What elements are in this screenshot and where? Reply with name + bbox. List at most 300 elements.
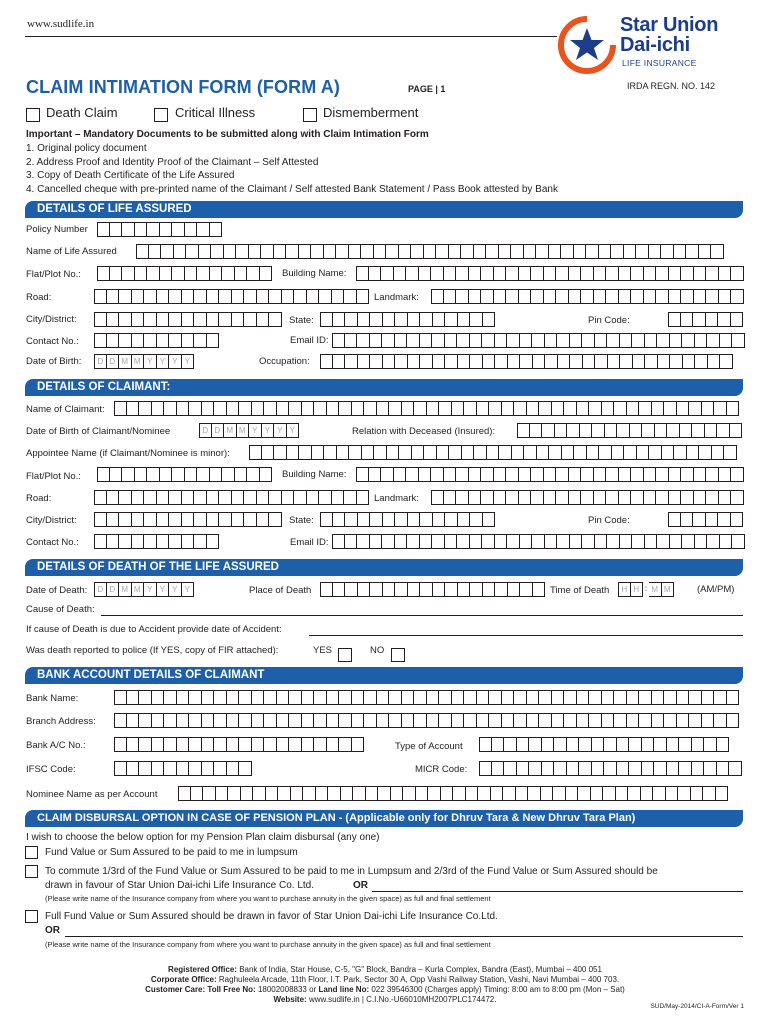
box-cell[interactable]	[370, 312, 383, 327]
box-cell[interactable]	[624, 445, 637, 460]
box-cell[interactable]	[606, 490, 619, 505]
box-cell[interactable]	[706, 467, 719, 482]
box-cell[interactable]	[157, 289, 170, 304]
box-cell[interactable]	[644, 467, 657, 482]
box-cell[interactable]	[614, 690, 627, 705]
box-cell[interactable]	[164, 690, 177, 705]
box-cell[interactable]: D	[107, 582, 120, 597]
box-cell[interactable]	[682, 333, 695, 348]
box-cell[interactable]	[624, 244, 637, 259]
appointee-field[interactable]	[249, 445, 737, 460]
box-cell[interactable]	[339, 737, 352, 752]
box-cell[interactable]	[691, 786, 704, 801]
box-cell[interactable]	[370, 534, 383, 549]
box-cell[interactable]	[645, 333, 658, 348]
box-cell[interactable]	[164, 401, 177, 416]
box-cell[interactable]	[481, 266, 494, 281]
box-cell[interactable]	[707, 333, 720, 348]
box-cell[interactable]	[587, 445, 600, 460]
box-cell[interactable]	[370, 512, 383, 527]
box-cell[interactable]	[729, 761, 742, 776]
box-cell[interactable]: M	[132, 582, 145, 597]
box-cell[interactable]	[445, 354, 458, 369]
box-cell[interactable]	[589, 690, 602, 705]
box-cell[interactable]	[420, 512, 433, 527]
box-cell[interactable]	[686, 244, 699, 259]
box-cell[interactable]	[227, 690, 240, 705]
box-cell[interactable]	[470, 582, 483, 597]
box-cell[interactable]	[693, 312, 706, 327]
box-cell[interactable]	[110, 266, 123, 281]
dismemberment-checkbox[interactable]	[303, 108, 317, 122]
box-cell[interactable]	[544, 266, 557, 281]
box-cell[interactable]	[486, 244, 499, 259]
box-cell[interactable]	[602, 713, 615, 728]
box-cell[interactable]	[119, 534, 132, 549]
box-cell[interactable]	[257, 490, 270, 505]
box-cell[interactable]	[172, 222, 185, 237]
box-cell[interactable]	[337, 445, 350, 460]
box-cell[interactable]	[456, 289, 469, 304]
box-cell[interactable]	[554, 737, 567, 752]
box-cell[interactable]	[427, 713, 440, 728]
box-cell[interactable]	[516, 786, 529, 801]
box-cell[interactable]	[264, 690, 277, 705]
box-cell[interactable]	[433, 582, 446, 597]
box-cell[interactable]	[695, 333, 708, 348]
box-cell[interactable]	[185, 222, 198, 237]
box-cell[interactable]	[339, 713, 352, 728]
box-cell[interactable]	[719, 467, 732, 482]
box-cell[interactable]	[394, 467, 407, 482]
box-cell[interactable]: Y	[249, 423, 262, 438]
box-cell[interactable]	[247, 266, 260, 281]
box-cell[interactable]	[94, 333, 107, 348]
box-cell[interactable]	[239, 690, 252, 705]
box-cell[interactable]	[519, 490, 532, 505]
box-cell[interactable]	[528, 786, 541, 801]
box-cell[interactable]	[431, 467, 444, 482]
box-cell[interactable]	[639, 401, 652, 416]
box-cell[interactable]	[227, 401, 240, 416]
box-cell[interactable]	[594, 266, 607, 281]
box-cell[interactable]	[189, 690, 202, 705]
box-cell[interactable]	[589, 401, 602, 416]
box-cell[interactable]	[144, 333, 157, 348]
box-cell[interactable]	[439, 690, 452, 705]
bank-name-field[interactable]	[114, 690, 739, 705]
box-cell[interactable]	[642, 761, 655, 776]
box-cell[interactable]	[449, 445, 462, 460]
box-cell[interactable]	[278, 786, 291, 801]
box-cell[interactable]	[260, 266, 273, 281]
la-building-field[interactable]	[356, 266, 744, 281]
box-cell[interactable]	[645, 534, 658, 549]
box-cell[interactable]	[177, 761, 190, 776]
box-cell[interactable]	[94, 490, 107, 505]
box-cell[interactable]	[695, 354, 708, 369]
nominee-account-field[interactable]	[178, 786, 728, 801]
box-cell[interactable]	[160, 222, 173, 237]
box-cell[interactable]	[594, 467, 607, 482]
box-cell[interactable]	[582, 534, 595, 549]
box-cell[interactable]	[299, 445, 312, 460]
box-cell[interactable]	[595, 333, 608, 348]
box-cell[interactable]	[670, 354, 683, 369]
box-cell[interactable]	[652, 713, 665, 728]
box-cell[interactable]	[260, 467, 273, 482]
box-cell[interactable]	[732, 534, 745, 549]
box-cell[interactable]	[244, 289, 257, 304]
box-cell[interactable]	[424, 244, 437, 259]
box-cell[interactable]	[606, 289, 619, 304]
box-cell[interactable]	[656, 266, 669, 281]
box-cell[interactable]	[632, 534, 645, 549]
box-cell[interactable]	[579, 761, 592, 776]
box-cell[interactable]	[692, 761, 705, 776]
box-cell[interactable]	[592, 761, 605, 776]
box-cell[interactable]	[214, 690, 227, 705]
box-cell[interactable]	[132, 512, 145, 527]
cl-flat-field[interactable]	[97, 467, 272, 482]
box-cell[interactable]: Y	[169, 354, 182, 369]
box-cell[interactable]	[445, 582, 458, 597]
box-cell[interactable]	[508, 582, 521, 597]
box-cell[interactable]	[644, 490, 657, 505]
box-cell[interactable]	[644, 289, 657, 304]
box-cell[interactable]	[714, 401, 727, 416]
box-cell[interactable]: M	[649, 582, 662, 597]
box-cell[interactable]: Y	[182, 354, 195, 369]
box-cell[interactable]	[679, 737, 692, 752]
police-yes-checkbox[interactable]	[338, 648, 352, 662]
box-cell[interactable]	[717, 423, 730, 438]
box-cell[interactable]	[139, 690, 152, 705]
box-cell[interactable]	[172, 467, 185, 482]
box-cell[interactable]: Y	[169, 582, 182, 597]
box-cell[interactable]	[387, 445, 400, 460]
box-cell[interactable]	[169, 534, 182, 549]
box-cell[interactable]: Y	[157, 354, 170, 369]
box-cell[interactable]	[552, 401, 565, 416]
box-cell[interactable]	[544, 289, 557, 304]
la-pin-field[interactable]	[668, 312, 743, 327]
box-cell[interactable]	[711, 244, 724, 259]
box-cell[interactable]: D	[94, 582, 107, 597]
box-cell[interactable]	[247, 467, 260, 482]
box-cell[interactable]	[412, 445, 425, 460]
box-cell[interactable]	[419, 467, 432, 482]
box-cell[interactable]	[620, 333, 633, 348]
box-cell[interactable]	[631, 490, 644, 505]
box-cell[interactable]	[482, 333, 495, 348]
box-cell[interactable]	[169, 333, 182, 348]
box-cell[interactable]	[307, 289, 320, 304]
box-cell[interactable]	[266, 786, 279, 801]
box-cell[interactable]	[481, 289, 494, 304]
box-cell[interactable]	[489, 401, 502, 416]
box-cell[interactable]	[333, 582, 346, 597]
box-cell[interactable]	[289, 737, 302, 752]
box-cell[interactable]	[357, 333, 370, 348]
box-cell[interactable]	[530, 423, 543, 438]
box-cell[interactable]: M	[224, 423, 237, 438]
box-cell[interactable]	[581, 289, 594, 304]
box-cell[interactable]	[664, 401, 677, 416]
box-cell[interactable]	[677, 713, 690, 728]
box-cell[interactable]	[332, 289, 345, 304]
box-cell[interactable]	[114, 713, 127, 728]
box-cell[interactable]	[707, 534, 720, 549]
box-cell[interactable]	[604, 737, 617, 752]
box-cell[interactable]	[441, 786, 454, 801]
box-cell[interactable]	[719, 289, 732, 304]
box-cell[interactable]	[570, 354, 583, 369]
box-cell[interactable]	[620, 354, 633, 369]
box-cell[interactable]	[431, 266, 444, 281]
box-cell[interactable]	[424, 445, 437, 460]
box-cell[interactable]	[144, 490, 157, 505]
box-cell[interactable]	[408, 354, 421, 369]
box-cell[interactable]	[214, 737, 227, 752]
box-cell[interactable]	[394, 266, 407, 281]
box-cell[interactable]	[302, 690, 315, 705]
box-cell[interactable]	[706, 289, 719, 304]
box-cell[interactable]	[504, 761, 517, 776]
box-cell[interactable]	[327, 737, 340, 752]
box-cell[interactable]	[139, 761, 152, 776]
box-cell[interactable]	[333, 354, 346, 369]
box-cell[interactable]	[364, 401, 377, 416]
box-cell[interactable]	[632, 333, 645, 348]
box-cell[interactable]: M	[132, 354, 145, 369]
box-cell[interactable]	[464, 690, 477, 705]
box-cell[interactable]	[433, 312, 446, 327]
box-cell[interactable]	[694, 467, 707, 482]
box-cell[interactable]: Y	[287, 423, 300, 438]
box-cell[interactable]	[210, 266, 223, 281]
box-cell[interactable]	[652, 401, 665, 416]
box-cell[interactable]	[730, 423, 743, 438]
box-cell[interactable]	[581, 467, 594, 482]
box-cell[interactable]	[514, 713, 527, 728]
box-cell[interactable]	[257, 512, 270, 527]
box-cell[interactable]	[420, 312, 433, 327]
box-cell[interactable]	[164, 713, 177, 728]
box-cell[interactable]	[439, 713, 452, 728]
box-cell[interactable]	[519, 289, 532, 304]
box-cell[interactable]	[291, 786, 304, 801]
box-cell[interactable]	[458, 354, 471, 369]
box-cell[interactable]	[349, 244, 362, 259]
box-cell[interactable]	[716, 786, 729, 801]
box-cell[interactable]	[374, 244, 387, 259]
box-cell[interactable]	[470, 333, 483, 348]
box-cell[interactable]	[222, 266, 235, 281]
box-cell[interactable]	[122, 467, 135, 482]
box-cell[interactable]	[712, 445, 725, 460]
box-cell[interactable]	[508, 354, 521, 369]
box-cell[interactable]	[617, 761, 630, 776]
box-cell[interactable]	[361, 244, 374, 259]
box-cell[interactable]	[452, 713, 465, 728]
box-cell[interactable]	[239, 401, 252, 416]
box-cell[interactable]	[444, 266, 457, 281]
box-cell[interactable]	[511, 244, 524, 259]
box-cell[interactable]	[545, 354, 558, 369]
box-cell[interactable]	[227, 713, 240, 728]
box-cell[interactable]	[499, 445, 512, 460]
box-cell[interactable]	[502, 401, 515, 416]
box-cell[interactable]: M	[662, 582, 675, 597]
box-cell[interactable]	[177, 401, 190, 416]
box-cell[interactable]	[579, 737, 592, 752]
box-cell[interactable]	[414, 401, 427, 416]
box-cell[interactable]	[399, 244, 412, 259]
box-cell[interactable]	[370, 354, 383, 369]
box-cell[interactable]	[457, 333, 470, 348]
box-cell[interactable]	[314, 737, 327, 752]
box-cell[interactable]	[127, 761, 140, 776]
box-cell[interactable]	[144, 289, 157, 304]
box-cell[interactable]	[395, 333, 408, 348]
box-cell[interactable]	[703, 786, 716, 801]
box-cell[interactable]	[456, 490, 469, 505]
box-cell[interactable]	[132, 333, 145, 348]
box-cell[interactable]	[428, 786, 441, 801]
box-cell[interactable]	[457, 534, 470, 549]
box-cell[interactable]	[119, 490, 132, 505]
box-cell[interactable]	[152, 737, 165, 752]
box-cell[interactable]	[307, 490, 320, 505]
box-cell[interactable]	[389, 401, 402, 416]
box-cell[interactable]	[545, 534, 558, 549]
box-cell[interactable]	[320, 312, 333, 327]
death-date-field[interactable]	[94, 582, 194, 597]
box-cell[interactable]	[172, 266, 185, 281]
box-cell[interactable]	[453, 786, 466, 801]
accident-date-line[interactable]	[309, 635, 743, 636]
box-cell[interactable]	[339, 690, 352, 705]
box-cell[interactable]	[477, 401, 490, 416]
box-cell[interactable]	[364, 713, 377, 728]
box-cell[interactable]	[224, 244, 237, 259]
box-cell[interactable]	[552, 690, 565, 705]
box-cell[interactable]	[652, 690, 665, 705]
box-cell[interactable]	[699, 445, 712, 460]
box-cell[interactable]	[135, 266, 148, 281]
box-cell[interactable]: M	[119, 582, 132, 597]
box-cell[interactable]	[670, 333, 683, 348]
box-cell[interactable]	[219, 512, 232, 527]
box-cell[interactable]	[491, 786, 504, 801]
box-cell[interactable]	[512, 445, 525, 460]
box-cell[interactable]	[469, 289, 482, 304]
box-cell[interactable]	[344, 289, 357, 304]
box-cell[interactable]	[612, 445, 625, 460]
box-cell[interactable]	[202, 401, 215, 416]
pension-option3-checkbox[interactable]	[25, 910, 38, 923]
box-cell[interactable]	[514, 401, 527, 416]
box-cell[interactable]	[719, 490, 732, 505]
box-cell[interactable]	[506, 467, 519, 482]
box-cell[interactable]	[449, 244, 462, 259]
box-cell[interactable]	[669, 266, 682, 281]
box-cell[interactable]	[607, 534, 620, 549]
box-cell[interactable]: Y	[157, 582, 170, 597]
box-cell[interactable]	[692, 423, 705, 438]
box-cell[interactable]	[689, 401, 702, 416]
box-cell[interactable]	[541, 786, 554, 801]
box-cell[interactable]	[328, 786, 341, 801]
box-cell[interactable]	[382, 333, 395, 348]
box-cell[interactable]	[667, 737, 680, 752]
box-cell[interactable]	[261, 244, 274, 259]
box-cell[interactable]	[445, 534, 458, 549]
box-cell[interactable]	[507, 534, 520, 549]
box-cell[interactable]	[244, 490, 257, 505]
box-cell[interactable]: M	[237, 423, 250, 438]
box-cell[interactable]	[542, 737, 555, 752]
box-cell[interactable]	[569, 289, 582, 304]
box-cell[interactable]: D	[199, 423, 212, 438]
box-cell[interactable]	[152, 761, 165, 776]
box-cell[interactable]	[494, 490, 507, 505]
box-cell[interactable]	[714, 690, 727, 705]
box-cell[interactable]	[139, 401, 152, 416]
box-cell[interactable]	[569, 467, 582, 482]
box-cell[interactable]	[444, 467, 457, 482]
box-cell[interactable]	[332, 534, 345, 549]
box-cell[interactable]	[264, 713, 277, 728]
box-cell[interactable]	[241, 786, 254, 801]
claimant-relation-field[interactable]	[517, 423, 742, 438]
box-cell[interactable]	[549, 244, 562, 259]
box-cell[interactable]	[531, 467, 544, 482]
box-cell[interactable]	[357, 534, 370, 549]
box-cell[interactable]	[227, 737, 240, 752]
box-cell[interactable]	[169, 512, 182, 527]
box-cell[interactable]	[147, 222, 160, 237]
box-cell[interactable]	[199, 244, 212, 259]
cl-email-field[interactable]	[332, 534, 745, 549]
box-cell[interactable]	[478, 786, 491, 801]
box-cell[interactable]	[202, 761, 215, 776]
box-cell[interactable]	[182, 312, 195, 327]
box-cell[interactable]	[144, 512, 157, 527]
box-cell[interactable]	[316, 786, 329, 801]
box-cell[interactable]	[94, 512, 107, 527]
cl-contact-field[interactable]	[94, 534, 219, 549]
box-cell[interactable]	[533, 354, 546, 369]
box-cell[interactable]	[214, 401, 227, 416]
box-cell[interactable]	[244, 512, 257, 527]
box-cell[interactable]	[529, 737, 542, 752]
box-cell[interactable]	[197, 222, 210, 237]
box-cell[interactable]	[107, 512, 120, 527]
box-cell[interactable]	[257, 289, 270, 304]
box-cell[interactable]	[654, 761, 667, 776]
box-cell[interactable]	[641, 786, 654, 801]
box-cell[interactable]	[694, 266, 707, 281]
box-cell[interactable]	[114, 690, 127, 705]
pension-option3-insurer-line[interactable]	[65, 936, 743, 937]
box-cell[interactable]	[494, 289, 507, 304]
box-cell[interactable]	[606, 266, 619, 281]
box-cell[interactable]	[228, 786, 241, 801]
box-cell[interactable]	[386, 244, 399, 259]
box-cell[interactable]	[194, 333, 207, 348]
